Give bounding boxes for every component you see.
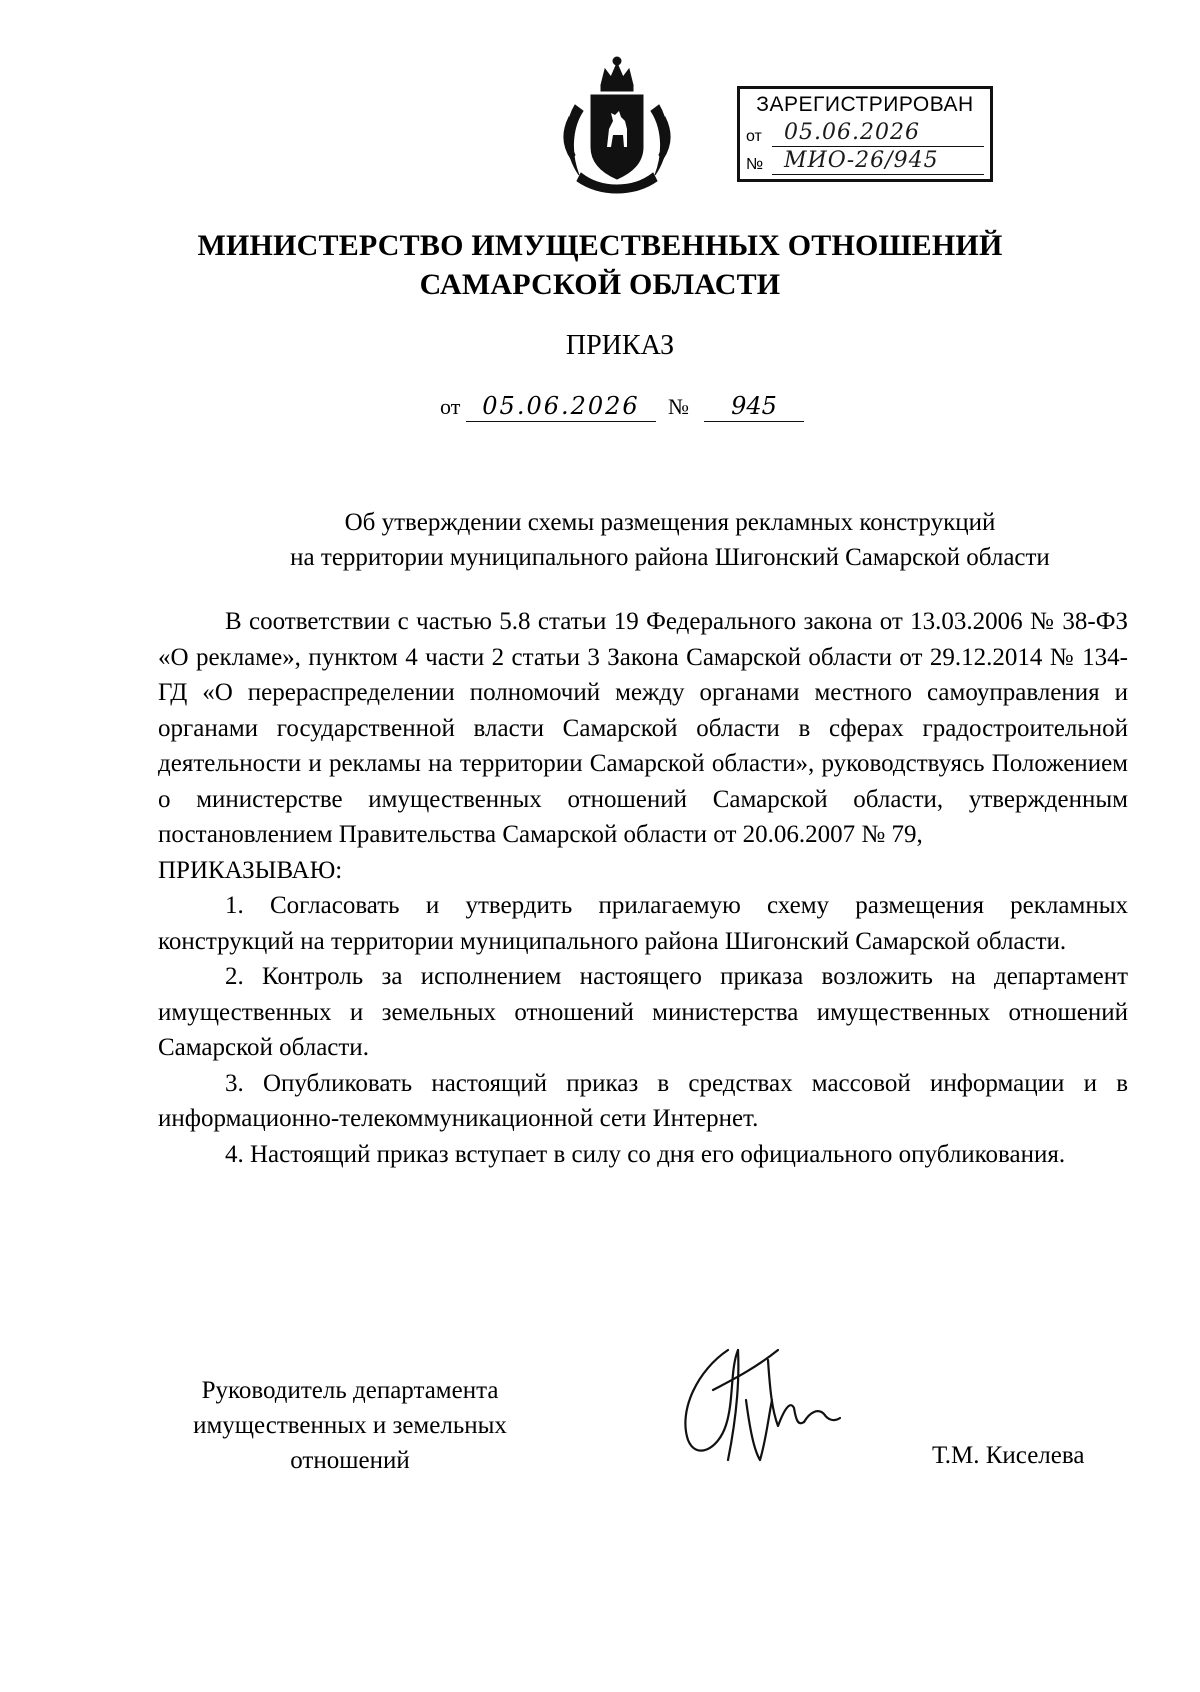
- order-word: ПРИКАЗЫВАЮ:: [158, 856, 343, 884]
- signer-title: [150, 1373, 550, 1478]
- signer-title-line1: Руководитель департамента: [201, 1377, 499, 1404]
- document-type: ПРИКАЗ: [565, 330, 675, 361]
- signature-icon: [668, 1330, 843, 1480]
- order-date-value: 05.06.2026: [466, 391, 656, 422]
- order-number-value: 945: [704, 391, 804, 422]
- order-date-label: от: [440, 394, 461, 419]
- order-item-1: 1. Согласовать и утвердить прилагаемую схему размещения рекламных конструкций на территории муниципального района Шигонский Самарской области.: [158, 892, 1128, 955]
- signer-name: Т.М. Киселева: [932, 1442, 1085, 1469]
- registration-stamp: [737, 86, 993, 182]
- order-item-2: 2. Контроль за исполнением настоящего приказа возложить на департамент имущественных и земельных отношений министерства имущественных отношений Самарской области.: [158, 963, 1128, 1061]
- stamp-number-label: №: [746, 156, 764, 173]
- order-number-label: №: [668, 394, 689, 419]
- order-item-4: 4. Настоящий приказ вступает в силу со дня его официального опубликования.: [225, 1140, 1066, 1168]
- stamp-number-line: [746, 147, 984, 177]
- ministry-name-line2: САМАРСКОЙ ОБЛАСТИ: [419, 268, 781, 301]
- stamp-date-value: 05.06.2026: [772, 120, 984, 147]
- order-body: [158, 604, 1128, 1172]
- subject-line1: Об утверждении схемы размещения рекламных конструкций: [344, 509, 996, 536]
- stamp-date-label: от: [746, 128, 762, 145]
- order-item-3: 3. Опубликовать настоящий приказ в средствах массовой информации и в информационно-телекоммуникационной сети Интернет.: [158, 1069, 1128, 1132]
- stamp-title: ЗАРЕГИСТРИРОВАН: [756, 93, 974, 116]
- ministry-name-line1: МИНИСТЕРСТВО ИМУЩЕСТВЕННЫХ ОТНОШЕНИЙ: [197, 229, 1003, 262]
- signer-title-line2: имущественных и земельных: [193, 1412, 507, 1439]
- order-date-number: [440, 390, 840, 426]
- preamble: В соответствии с частью 5.8 статьи 19 Федерального закона от 13.03.2006 № 38-ФЗ «О рекламе», пунктом 4 части 2 статьи 3 Закона Самарской области от 29.12.2014 № 134-ГД «О перераспределении полномочий между органами местного самоуправления и органами государственной власти Самарской области в сферах градостроительной деятельности и рекламы на территории Самарской области», руководствуясь Положением о министерстве имущественных отношений Самарской области, утвержденным постановлением Правительства Самарской области от 20.06.2007 № 79,: [158, 608, 1128, 848]
- coat-of-arms-icon: [561, 55, 673, 200]
- stamp-number-value: МИО-26/945: [772, 148, 984, 175]
- signer-title-line3: отношений: [290, 1447, 410, 1474]
- order-subject: [0, 505, 1200, 575]
- stamp-date-line: [746, 119, 984, 149]
- subject-line2: на территории муниципального района Шигонский Самарской области: [290, 544, 1050, 571]
